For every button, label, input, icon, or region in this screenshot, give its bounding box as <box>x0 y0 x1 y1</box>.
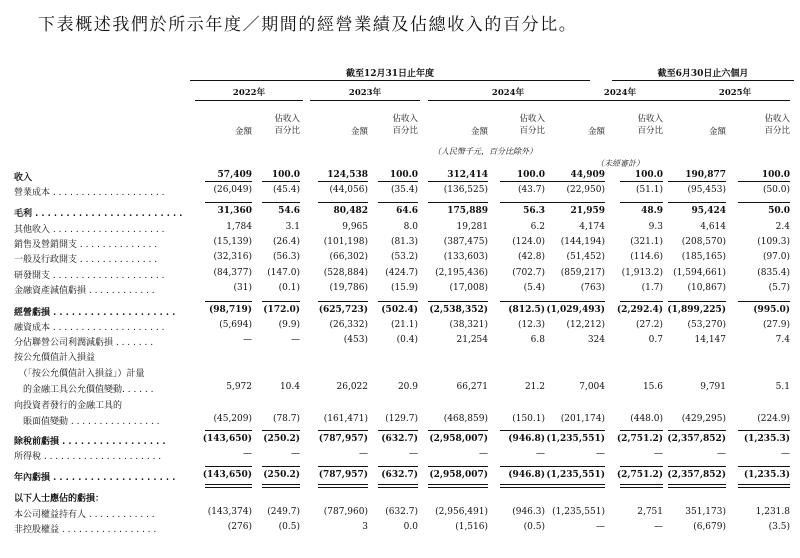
total-rule <box>378 202 418 203</box>
header-year-end: 截至12月31日止年度 <box>345 69 435 79</box>
total-rule <box>545 466 605 467</box>
cell-amount: 9,791 <box>700 382 726 392</box>
cell-amount: — <box>596 522 605 532</box>
cell-pct: (2,751.2) <box>616 434 663 444</box>
cell-amount: (26,049) <box>213 185 252 195</box>
total-rule <box>205 181 252 182</box>
row-label: 本公司權益持有人 . . . . . . . . . . . . <box>14 510 155 520</box>
cell-amount: (2,956,491) <box>435 507 488 517</box>
cell-pct: (51.1) <box>635 185 663 195</box>
cell-pct: (15.9) <box>390 283 418 293</box>
cell-pct: 21.2 <box>524 382 545 392</box>
row-label: 向投資者發行的金融工具的 <box>14 401 123 411</box>
cell-amount: (15,139) <box>213 237 252 247</box>
cell-pct: (53.2) <box>390 252 418 262</box>
cell-amount: 324 <box>587 335 605 345</box>
cell-amount: (859,217) <box>560 268 605 278</box>
cell-amount: (84,377) <box>213 268 252 278</box>
row-label: 所得稅 . . . . . . . . . . . . . . . . . . . . . <box>14 452 162 462</box>
total-rule <box>262 202 300 203</box>
cell-pct: 56.3 <box>523 206 545 216</box>
total-rule <box>262 466 300 467</box>
cell-pct: 3.1 <box>285 222 300 232</box>
row-label: 除稅前虧損 . . . . . . . . . . . . . . . . . <box>14 437 166 447</box>
cell-pct: (250.2) <box>263 470 300 480</box>
cell-pct: 64.6 <box>396 206 418 216</box>
total-rule <box>545 181 605 182</box>
cell-amount: (38,321) <box>449 320 488 330</box>
cell-pct: (946.8) <box>508 434 545 444</box>
cell-amount: (2,958,007) <box>429 434 488 444</box>
cell-pct: (321.1) <box>630 237 663 247</box>
cell-pct: (21.1) <box>390 320 418 330</box>
total-rule <box>620 301 663 302</box>
row-label: 賬面值變動 . . . . . . . . . . . . . . . . <box>14 417 160 427</box>
subheader-amount: 金額 <box>708 127 726 137</box>
cell-amount: — <box>717 449 726 459</box>
total-rule <box>262 181 300 182</box>
cell-amount: (429,295) <box>681 414 726 424</box>
cell-pct: (150.1) <box>512 414 545 424</box>
total-rule <box>205 202 252 203</box>
total-rule <box>428 181 488 182</box>
total-rule <box>428 484 488 488</box>
cell-pct: (0.4) <box>396 335 418 345</box>
cell-pct: (502.4) <box>381 305 418 315</box>
cell-amount: 80,482 <box>333 206 368 216</box>
year-header: 2023年 <box>348 88 382 98</box>
total-rule <box>205 301 252 302</box>
total-rule <box>205 430 252 431</box>
cell-amount: (276) <box>227 522 252 532</box>
cell-amount: (787,957) <box>318 434 368 444</box>
subheader-pct: 佔收入 百分比 <box>392 114 418 136</box>
cell-pct: (946.8) <box>508 470 545 480</box>
year-rule <box>560 100 680 101</box>
cell-amount: 95,424 <box>691 206 726 216</box>
row-label: 毛利 . . . . . . . . . . . . . . . . . . . . . . . . <box>14 209 183 219</box>
cell-pct: (114.6) <box>630 252 663 262</box>
row-label: 一般及行政開支 . . . . . . . . . . . . . . <box>14 255 158 265</box>
cell-amount: — <box>596 449 605 459</box>
cell-amount: 66,271 <box>456 382 488 392</box>
cell-pct: (27.2) <box>635 320 663 330</box>
total-rule <box>620 430 663 431</box>
cell-pct: 0.0 <box>403 522 418 532</box>
cell-amount: (12,212) <box>566 320 605 330</box>
row-label: 金融資產減值虧損 . . . . . . . . . . . . <box>14 286 155 296</box>
subheader-amount: 金額 <box>470 127 488 137</box>
total-rule <box>545 430 605 431</box>
total-rule <box>738 202 790 203</box>
cell-amount: 4,614 <box>700 222 726 232</box>
cell-amount: (2,958,007) <box>429 470 488 480</box>
cell-pct: (97.0) <box>762 252 790 262</box>
cell-amount: (208,570) <box>681 237 726 247</box>
cell-amount: (6,679) <box>693 522 726 532</box>
cell-amount: 7,004 <box>579 382 605 392</box>
year-rule <box>680 100 790 101</box>
cell-amount: 312,414 <box>447 170 488 180</box>
cell-pct: (1,913.2) <box>621 268 663 278</box>
cell-pct: (995.0) <box>753 305 790 315</box>
total-rule <box>262 301 300 302</box>
cell-amount: (1,235,551) <box>552 507 605 517</box>
subheader-amount: 金額 <box>350 127 368 137</box>
cell-pct: (2,292.4) <box>616 305 663 315</box>
subheader-pct: 佔收入 百分比 <box>519 114 545 136</box>
cell-amount: (26,332) <box>329 320 368 330</box>
cell-amount: (143,650) <box>202 434 252 444</box>
total-rule <box>500 466 545 467</box>
cell-amount: 4,174 <box>579 222 605 232</box>
cell-amount: (22,950) <box>566 185 605 195</box>
total-rule <box>500 484 545 488</box>
cell-amount: (66,302) <box>329 252 368 262</box>
cell-amount: (528,884) <box>323 268 368 278</box>
row-label: 按公允價值計入損益 <box>14 353 96 363</box>
cell-pct: 0.7 <box>648 335 663 345</box>
cell-pct: — <box>536 449 545 459</box>
cell-amount: 351,173) <box>685 507 726 517</box>
intro-text: 下表概述我們於所示年度／期間的經營業績及佔總收入的百分比。 <box>38 15 578 35</box>
cell-pct: (448.0) <box>630 414 663 424</box>
cell-amount: (1,594,661) <box>673 268 726 278</box>
cell-pct: (424.7) <box>385 268 418 278</box>
cell-pct: (632.7) <box>381 470 418 480</box>
total-rule <box>545 484 605 488</box>
total-rule <box>620 202 663 203</box>
cell-amount: (133,603) <box>443 252 488 262</box>
header-six-month: 截至6月30日止六個月 <box>657 69 749 79</box>
cell-amount: (143,374) <box>207 507 252 517</box>
cell-amount: (51,452) <box>566 252 605 262</box>
total-rule <box>428 202 488 203</box>
cell-pct: (50.0) <box>762 185 790 195</box>
cell-amount: (44,056) <box>329 185 368 195</box>
total-rule <box>500 430 545 431</box>
row-label: 年內虧損 . . . . . . . . . . . . . . . . . . . . <box>14 473 176 483</box>
cell-pct: (835.4) <box>757 268 790 278</box>
row-label: 收入 <box>14 173 33 183</box>
cell-amount: (2,357,852) <box>667 470 726 480</box>
cell-amount: (387,475) <box>443 237 488 247</box>
subheader-amount: 金額 <box>234 127 252 137</box>
cell-amount: (161,471) <box>323 414 368 424</box>
cell-amount: (143,650) <box>202 470 252 480</box>
cell-pct: (632.7) <box>385 507 418 517</box>
cell-pct: — <box>654 522 663 532</box>
cell-amount: (1,029,493) <box>546 305 605 315</box>
row-label: 分佔聯營公司利潤減虧損 . . . . . . . <box>14 338 154 348</box>
cell-pct: 48.9 <box>641 206 663 216</box>
total-rule <box>378 430 418 431</box>
cell-amount: (468,859) <box>443 414 488 424</box>
total-rule <box>378 484 418 488</box>
cell-pct: (5.4) <box>523 283 545 293</box>
cell-amount: (32,316) <box>213 252 252 262</box>
cell-amount: (45,209) <box>213 414 252 424</box>
total-rule <box>545 301 605 302</box>
total-rule <box>205 484 252 488</box>
cell-pct: (12.3) <box>517 320 545 330</box>
subheader-pct: 佔收入 百分比 <box>274 114 300 136</box>
year-header: 2024年 <box>491 88 525 98</box>
cell-amount: — <box>479 449 488 459</box>
cell-pct: 7.4 <box>775 335 790 345</box>
cell-pct: (0.5) <box>523 522 545 532</box>
total-rule <box>378 181 418 182</box>
cell-pct: (27.9) <box>762 320 790 330</box>
cell-amount: (453) <box>343 335 368 345</box>
total-rule <box>205 466 252 467</box>
total-rule <box>620 484 663 488</box>
subheader-pct: 佔收入 百分比 <box>637 114 663 136</box>
cell-pct: 9.3 <box>648 222 663 232</box>
cell-amount: (2,538,352) <box>429 305 488 315</box>
cell-pct: 10.4 <box>279 382 300 392</box>
cell-amount: (625,723) <box>318 305 368 315</box>
cell-pct: 100.0 <box>516 170 545 180</box>
cell-pct: — <box>781 449 790 459</box>
cell-amount: (763) <box>580 283 605 293</box>
row-label: 研發開支 . . . . . . . . . . . . . . . . . . . . <box>14 271 165 281</box>
row-label: 融資成本 . . . . . . . . . . . . . . . . . . . . <box>14 323 165 333</box>
cell-amount: (2,357,852) <box>667 434 726 444</box>
cell-amount: 26,022 <box>336 382 368 392</box>
total-rule <box>378 301 418 302</box>
total-rule <box>620 181 663 182</box>
cell-amount: (95,453) <box>687 185 726 195</box>
cell-pct: 54.6 <box>278 206 300 216</box>
cell-pct: (249.7) <box>267 507 300 517</box>
total-rule <box>738 181 790 182</box>
cell-amount: (53,270) <box>687 320 726 330</box>
row-label: 銷售及營銷開支 . . . . . . . . . . . . . . <box>14 240 158 250</box>
cell-pct: 6.2 <box>530 222 545 232</box>
cell-amount: (1,516) <box>455 522 488 532</box>
cell-amount: 9,965 <box>342 222 368 232</box>
row-label: 的金融工具公允價值變動. . . . . . <box>14 385 154 395</box>
row-label: 營業成本 . . . . . . . . . . . . . . . . . . . . <box>14 188 165 198</box>
cell-amount: (2,195,436) <box>435 268 488 278</box>
cell-amount: (17,008) <box>449 283 488 293</box>
cell-pct: (1.7) <box>641 283 663 293</box>
total-rule <box>668 301 726 302</box>
cell-pct: (45.4) <box>272 185 300 195</box>
cell-amount: (1,899,225) <box>667 305 726 315</box>
cell-amount: (136,525) <box>443 185 488 195</box>
total-rule <box>500 202 545 203</box>
cell-amount: 57,409 <box>217 170 252 180</box>
total-rule <box>620 466 663 467</box>
total-rule <box>738 466 790 467</box>
cell-amount: 5,972 <box>226 382 252 392</box>
total-rule <box>500 181 545 182</box>
cell-pct: 20.9 <box>397 382 418 392</box>
cell-pct: (129.7) <box>385 414 418 424</box>
total-rule <box>318 181 368 182</box>
cell-pct: (1,235.3) <box>743 434 790 444</box>
cell-pct: (3.5) <box>768 522 790 532</box>
cell-pct: (2,751.2) <box>616 470 663 480</box>
cell-amount: 31,360 <box>217 206 252 216</box>
cell-amount: (1,235,551) <box>546 470 605 480</box>
cell-amount: 124,538 <box>327 170 368 180</box>
cell-pct: (632.7) <box>381 434 418 444</box>
cell-amount: (1,235,551) <box>546 434 605 444</box>
cell-pct: (0.1) <box>278 283 300 293</box>
cell-pct: (56.3) <box>272 252 300 262</box>
cell-pct: (42.8) <box>517 252 545 262</box>
cell-amount: 21,254 <box>456 335 488 345</box>
cell-pct: 100.0 <box>634 170 663 180</box>
cell-amount: — <box>243 335 252 345</box>
cell-amount: (101,198) <box>323 237 368 247</box>
total-rule <box>500 301 545 302</box>
row-label: 經營虧損 . . . . . . . . . . . . . . . . . . . . <box>14 308 176 318</box>
total-rule <box>668 181 726 182</box>
header-rule <box>612 80 794 81</box>
cell-amount: (10,867) <box>687 283 726 293</box>
cell-pct: (1,235.3) <box>743 470 790 480</box>
unit-note: （人民幣千元，百分比除外） <box>433 147 537 156</box>
year-header: 2024年 <box>603 88 637 98</box>
total-rule <box>668 466 726 467</box>
cell-pct: (5.7) <box>768 283 790 293</box>
total-rule <box>318 466 368 467</box>
header-rule <box>190 80 590 81</box>
year-rule <box>195 100 303 101</box>
row-label: 非控股權益 . . . . . . . . . . . . . . . . . <box>14 525 157 535</box>
cell-pct: — <box>654 449 663 459</box>
cell-amount: 44,909 <box>570 170 605 180</box>
cell-pct: 50.0 <box>768 206 790 216</box>
total-rule <box>738 301 790 302</box>
cell-pct: 6.8 <box>530 335 545 345</box>
cell-pct: — <box>409 449 418 459</box>
total-rule <box>378 466 418 467</box>
row-label: （「按公允價值計入損益」）計量 <box>14 369 145 379</box>
cell-amount: 190,877 <box>685 170 726 180</box>
row-label: 以下人士應佔的虧損： <box>14 494 105 504</box>
cell-pct: 2,751 <box>637 507 663 517</box>
cell-pct: — <box>291 335 300 345</box>
cell-pct: 15.6 <box>642 382 663 392</box>
total-rule <box>545 202 605 203</box>
total-rule <box>318 430 368 431</box>
total-rule <box>428 466 488 467</box>
cell-pct: 5.1 <box>775 382 790 392</box>
year-rule <box>310 100 420 101</box>
cell-amount: 19,281 <box>456 222 488 232</box>
cell-amount: (185,165) <box>681 252 726 262</box>
cell-amount: (787,957) <box>318 470 368 480</box>
cell-amount: (31) <box>233 283 252 293</box>
subheader-pct: 佔收入 百分比 <box>764 114 790 136</box>
cell-amount: (5,694) <box>219 320 252 330</box>
total-rule <box>262 484 300 488</box>
unaudited-note: （未經審計） <box>596 159 644 168</box>
subheader-amount: 金額 <box>587 127 605 137</box>
total-rule <box>668 202 726 203</box>
cell-amount: 175,889 <box>447 206 488 216</box>
year-header: 2025年 <box>718 88 752 98</box>
cell-pct: (172.0) <box>263 305 300 315</box>
cell-pct: (124.0) <box>512 237 545 247</box>
cell-pct: (109.3) <box>757 237 790 247</box>
total-rule <box>738 484 790 488</box>
cell-amount: 14,147 <box>694 335 726 345</box>
cell-pct: (78.7) <box>272 414 300 424</box>
cell-pct: (26.4) <box>272 237 300 247</box>
total-rule <box>262 430 300 431</box>
cell-pct: 2.4 <box>775 222 790 232</box>
cell-pct: (35.4) <box>390 185 418 195</box>
total-rule <box>318 202 368 203</box>
total-rule <box>428 430 488 431</box>
cell-amount: (144,194) <box>560 237 605 247</box>
total-rule <box>428 301 488 302</box>
year-header: 2022年 <box>232 88 266 98</box>
cell-amount: — <box>359 449 368 459</box>
cell-pct: (946.3) <box>512 507 545 517</box>
total-rule <box>318 301 368 302</box>
cell-pct: 100.0 <box>271 170 300 180</box>
cell-amount: — <box>243 449 252 459</box>
cell-amount: (787,960) <box>323 507 368 517</box>
cell-pct: (43.7) <box>517 185 545 195</box>
cell-amount: (201,174) <box>560 414 605 424</box>
total-rule <box>738 430 790 431</box>
cell-amount: (98,719) <box>209 305 252 315</box>
row-label: 其他收入 . . . . . . . . . . . . . . . . . . . . <box>14 225 165 235</box>
cell-pct: (702.7) <box>512 268 545 278</box>
cell-pct: (250.2) <box>263 434 300 444</box>
cell-pct: (224.9) <box>757 414 790 424</box>
cell-pct: (0.5) <box>278 522 300 532</box>
cell-pct: 8.0 <box>403 222 418 232</box>
total-rule <box>668 430 726 431</box>
cell-pct: 100.0 <box>761 170 790 180</box>
cell-pct: — <box>291 449 300 459</box>
cell-pct: 100.0 <box>389 170 418 180</box>
cell-amount: (19,786) <box>329 283 368 293</box>
cell-pct: (812.5) <box>508 305 545 315</box>
cell-amount: 1,784 <box>226 222 252 232</box>
cell-pct: (147.0) <box>267 268 300 278</box>
cell-pct: (81.3) <box>390 237 418 247</box>
cell-amount: 3 <box>362 522 368 532</box>
cell-pct: 1,231.8 <box>755 507 790 517</box>
total-rule <box>318 484 368 488</box>
cell-pct: (9.9) <box>278 320 300 330</box>
total-rule <box>668 484 726 488</box>
cell-amount: 21,959 <box>570 206 605 216</box>
